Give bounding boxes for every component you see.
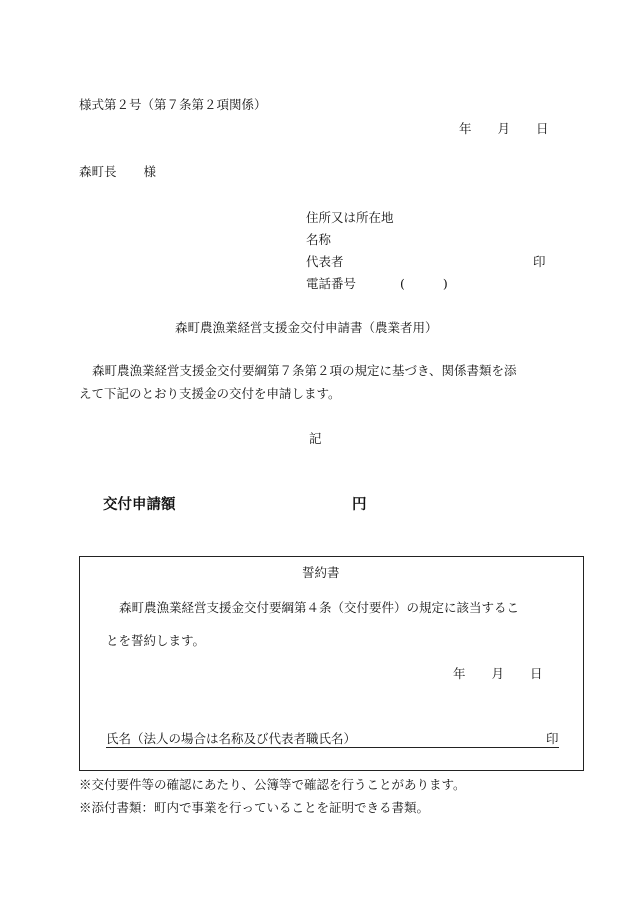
phone-label: 電話番号 xyxy=(306,276,357,291)
representative-seal: 印 xyxy=(533,254,546,269)
oath-date-day: 日 xyxy=(530,666,543,681)
oath-title: 誓約書 xyxy=(302,565,340,580)
submission-date xyxy=(459,121,549,137)
phone-paren-open: ( xyxy=(400,276,405,291)
oath-date-year: 年 xyxy=(453,666,466,681)
phone-row xyxy=(306,276,448,292)
oath-date-month: 月 xyxy=(491,666,505,681)
representative-label: 代表者 xyxy=(306,254,344,269)
oath-signature-line xyxy=(106,747,559,748)
note-1: ※交付要件等の確認にあたり、公簿等で確認を行うことがあります。 xyxy=(79,777,466,792)
oath-name-label: 氏名（法人の場合は名称及び代表者職氏名） xyxy=(106,731,357,746)
body-line-1: 森町農漁業経営支援金交付要綱第７条第２項の規定に基づき、関係書類を添 xyxy=(92,363,517,378)
addressee-name: 森町長 xyxy=(79,164,117,179)
name-label: 名称 xyxy=(306,232,332,247)
amount-label: 交付申請額 xyxy=(103,497,176,513)
addressee-honorific: 様 xyxy=(143,164,157,179)
date-month: 月 xyxy=(497,121,511,136)
form-number: 様式第２号（第７条第２項関係） xyxy=(79,97,267,112)
oath-date xyxy=(453,666,543,682)
body-line-2: えて下記のとおり支援金の交付を申請します。 xyxy=(79,386,341,401)
date-day: 日 xyxy=(536,121,549,136)
address-label: 住所又は所在地 xyxy=(306,210,394,225)
oath-line-2: とを誓約します。 xyxy=(106,633,206,648)
date-year: 年 xyxy=(459,121,472,136)
note-2: ※添付書類：町内で事業を行っていることを証明できる書類。 xyxy=(79,800,430,815)
ki-heading: 記 xyxy=(309,431,322,446)
oath-seal: 印 xyxy=(546,731,559,746)
amount-unit: 円 xyxy=(352,497,367,513)
oath-line-1: 森町農漁業経営支援金交付要綱第４条（交付要件）の規定に該当するこ xyxy=(119,600,520,615)
addressee xyxy=(79,164,156,180)
phone-paren-close: ) xyxy=(442,276,448,291)
document-title: 森町農漁業経営支援金交付申請書（農業者用） xyxy=(175,320,438,335)
